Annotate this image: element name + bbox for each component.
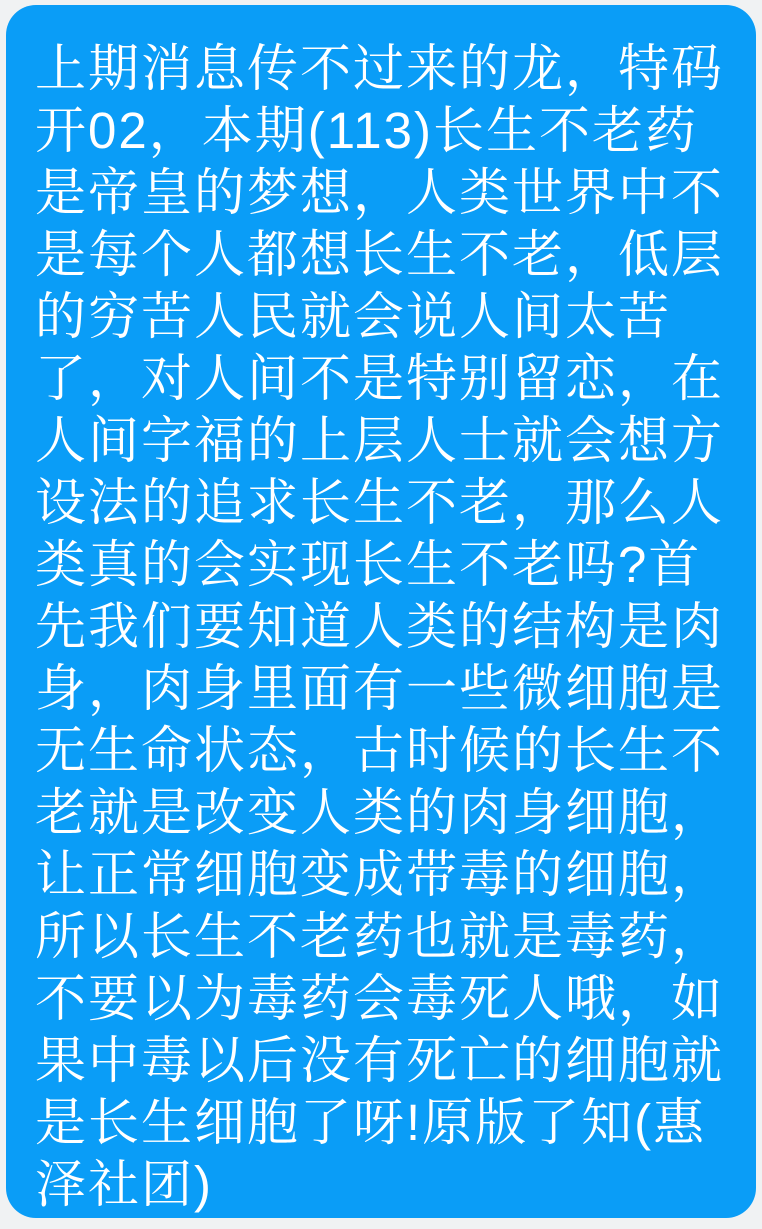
message-text: 上期消息传不过来的龙，特码开02，本期(113)长生不老药是帝皇的梦想，人类世界中不是每个人都想长生不老，低层的穷苦人民就会说人间太苦了，对人间不是特别留恋，在人间字福的上层人士就会想方设法的追求长生不老，那么人类真的会实现长生不老吗?首先我们要知道人类的结构是肉身，肉身里面有一些微细胞是无生命状态，古时候的长生不老就是改变人类的肉身细胞，让正常细胞变成带毒的细胞，所以长生不老药也就是毒药，不要以为毒药会毒死人哦，如果中毒以后没有死亡的细胞就是长生细胞了呀!原版了知(惠泽社团) <box>35 40 725 1213</box>
message-bubble[interactable] <box>6 5 756 1218</box>
